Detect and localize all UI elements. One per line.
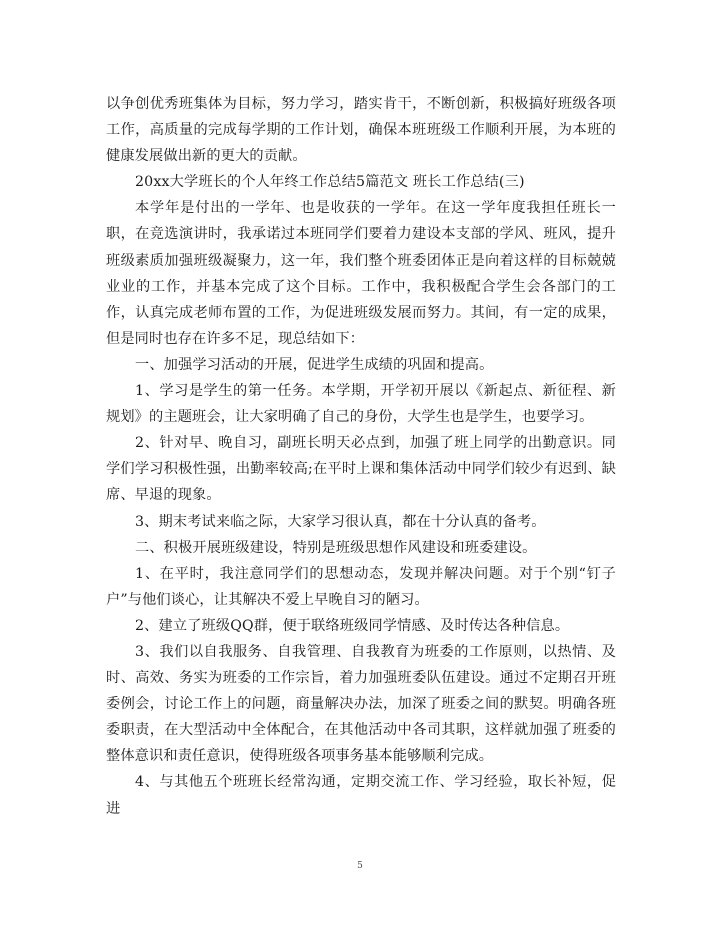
paragraph-item-1-2: 2、针对早、晚自习，副班长明天必点到，加强了班上同学的出勤意识。同学们学习积极性强，出勤率较高;在平时上课和集体活动中同学们较少有迟到、缺席、早退的现象。	[106, 435, 616, 504]
paragraph-section-two-title: 二、积极开展班级建设，特别是班级思想作风建设和班委建设。	[135, 539, 537, 556]
section-heading: 20xx大学班长的个人年终工作总结5篇范文 班长工作总结(三)	[135, 174, 525, 191]
paragraph-item-1-1: 1、学习是学生的第一任务。本学期，开学初开展以《新起点、新征程、新规划》的主题班会，让大家明确了自己的身份，大学生也是学生，也要学习。	[106, 383, 616, 426]
paragraph-section-one-title: 一、加强学习活动的开展，促进学生成绩的巩固和提高。	[135, 356, 494, 373]
paragraph-intro: 本学年是付出的一学年、也是收获的一学年。在这一学年度我担任班长一职，在竞选演讲时，我承诺过本班同学们要着力建设本支部的学风、班风，提升班级素质加强班级凝聚力，这一年，我们整个班委团体正是向着这样的目标兢兢业业的工作，并基本完成了这个目标。工作中，我积极配合学生会各部门的工作，认真完成老师布置的工作，为促进班级发展而努力。其间，有一定的成果，但是同时也存在许多不足，现总结如下：	[106, 200, 616, 347]
paragraph-item-1-3: 3、期末考试来临之际，大家学习很认真，都在十分认真的备考。	[135, 513, 546, 530]
paragraph-item-2-1: 1、在平时，我注意同学们的思想动态，发现并解决问题。对于个别“钉子户”与他们谈心，让其解决不爱上早晚自习的陋习。	[106, 565, 616, 608]
paragraph-item-2-2: 2、建立了班级QQ群，便于联络班级同学情感、及时传达各种信息。	[135, 617, 570, 634]
page-number: 5	[357, 861, 363, 871]
paragraph-item-2-4: 4、与其他五个班班长经常沟通，定期交流工作、学习经验，取长补短，促进	[106, 774, 616, 817]
document-body	[106, 91, 616, 822]
paragraph-item-2-3: 3、我们以自我服务、自我管理、自我教育为班委的工作原则，以热情、及时、高效、务实为班委的工作宗旨，着力加强班委队伍建设。通过不定期召开班委例会，讨论工作上的问题，商量解决办法，加深了班委之间的默契。明确各班委职责，在大型活动中全体配合，在其他活动中各司其职，这样就加强了班委的整体意识和责任意识，使得班级各项事务基本能够顺利完成。	[106, 643, 616, 765]
paragraph-continuation: 以争创优秀班集体为目标，努力学习，踏实肯干，不断创新，积极搞好班级各项工作，高质量的完成每学期的工作计划，确保本班班级工作顺利开展，为本班的健康发展做出新的更大的贡献。	[106, 96, 616, 165]
